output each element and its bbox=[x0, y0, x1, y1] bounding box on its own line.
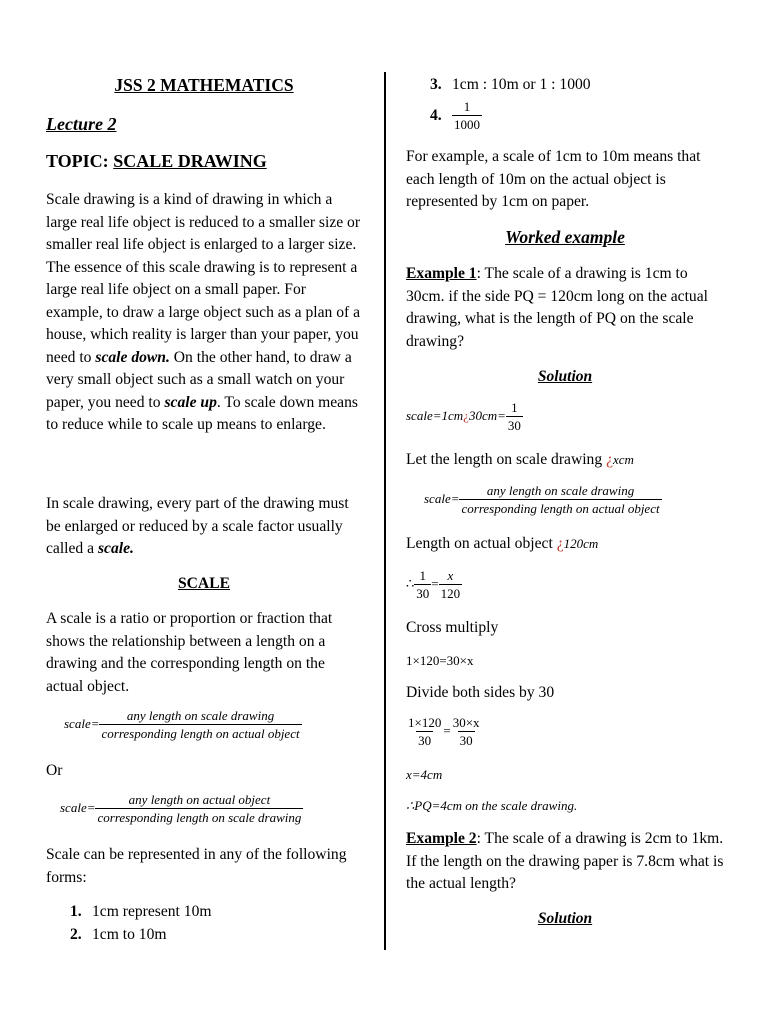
scale-formula-2 bbox=[60, 792, 362, 825]
intro-paragraph bbox=[46, 189, 362, 437]
fraction-numerator: 1 bbox=[463, 98, 471, 114]
list-item bbox=[46, 924, 362, 947]
eq-fraction bbox=[439, 568, 463, 601]
list-text: 1cm : 10m or 1 : 1000 bbox=[452, 76, 591, 93]
topic-prefix: TOPIC: bbox=[46, 151, 109, 171]
formula-lhs: scale= bbox=[64, 716, 100, 732]
inverted-question-glyph: ¿ bbox=[556, 535, 564, 552]
fraction-denominator: 30 bbox=[459, 733, 473, 748]
scale-factor-paragraph bbox=[46, 493, 362, 561]
eq-part: scale=1cm bbox=[406, 408, 464, 424]
solution-heading: Solution bbox=[537, 368, 593, 385]
formula-denominator: corresponding length on actual object bbox=[101, 726, 300, 741]
inverted-question-glyph: ¿ bbox=[463, 408, 469, 424]
intro-text-a: Scale drawing is a kind of drawing in which a large real life object is reduced to a smaller size or smaller real life object is enlarged to a larger size. The essence of this scale drawing is to represent a large real life object on a small paper. For example, to draw a large object such as a plan of a house, which reality is larger than your paper, you need to bbox=[46, 191, 361, 366]
intro-text-b: On the other hand, to draw a very small object such as a small watch on your paper, you need to bbox=[46, 348, 352, 411]
fraction-denominator: 120 bbox=[440, 586, 461, 601]
therefore-symbol: ∴ bbox=[406, 576, 415, 592]
example-2-label: Example 2 bbox=[406, 830, 477, 847]
example-paragraph: For example, a scale of 1cm to 10m means that each length of 10m on the actual object is represented by 1cm on paper. bbox=[406, 148, 701, 210]
topic-name: SCALE DRAWING bbox=[113, 151, 267, 171]
result-equation: x=4cm bbox=[406, 767, 443, 782]
actual-value: 120cm bbox=[563, 536, 599, 551]
equals-sign: = bbox=[431, 576, 439, 592]
actual-length-statement bbox=[406, 533, 724, 556]
topic-heading bbox=[46, 150, 362, 173]
conclusion-equation: ∴PQ=4cm on the scale drawing. bbox=[406, 798, 578, 813]
let-variable: xcm bbox=[612, 452, 634, 467]
let-text: Let the length on scale drawing bbox=[406, 451, 607, 468]
fraction-numerator: 1 bbox=[511, 400, 518, 415]
actual-text: Length on actual object bbox=[406, 535, 557, 552]
fraction-numerator: x bbox=[447, 568, 454, 583]
list-number: 3. bbox=[430, 76, 442, 93]
fraction-numerator: 30×x bbox=[452, 715, 480, 730]
example-1-label: Example 1 bbox=[406, 265, 477, 282]
inverted-question-glyph: ¿ bbox=[606, 451, 613, 468]
formula-numerator: any length on scale drawing bbox=[486, 483, 635, 498]
scale-heading: SCALE bbox=[178, 575, 230, 592]
list-item bbox=[46, 901, 362, 924]
scale-forms-list-continued bbox=[406, 74, 724, 132]
cross-multiply-text: Cross multiply bbox=[406, 619, 499, 636]
fraction-denominator: 30 bbox=[507, 418, 521, 433]
example-2-text: : The scale of a drawing is 2cm to 1km. If the length on the drawing paper is 7.8cm what is the actual length? bbox=[406, 830, 724, 892]
equals-sign: = bbox=[443, 723, 451, 739]
eq-part: 30cm= bbox=[468, 408, 506, 424]
example-1 bbox=[406, 263, 724, 353]
scale-down-term: scale down. bbox=[95, 348, 170, 366]
forms-intro: Scale can be represented in any of the following forms: bbox=[46, 846, 347, 886]
worked-example-heading: Worked example bbox=[505, 227, 625, 247]
formula-lhs: scale= bbox=[424, 491, 460, 507]
cross-multiply-equation: 1×120=30×x bbox=[406, 653, 474, 668]
formula-fraction bbox=[95, 792, 303, 825]
let-statement bbox=[406, 449, 724, 472]
list-number: 2. bbox=[70, 925, 82, 943]
document-title: JSS 2 MATHEMATICS bbox=[114, 75, 294, 95]
scale-forms-list bbox=[46, 901, 362, 946]
list-item bbox=[406, 74, 724, 97]
scale-factor-text: In scale drawing, every part of the drawing must be enlarged or reduced by a scale factor usually called a bbox=[46, 495, 349, 557]
formula-fraction bbox=[99, 708, 301, 741]
formula-denominator: corresponding length on actual object bbox=[461, 501, 660, 516]
scale-definition: A scale is a ratio or proportion or fraction that shows the relationship between a length on a drawing and the corresponding length on the actual object. bbox=[46, 610, 333, 695]
example-2 bbox=[406, 828, 724, 896]
formula-lhs: scale= bbox=[60, 800, 96, 816]
list-text: 1cm to 10m bbox=[92, 925, 167, 943]
list-fraction bbox=[452, 99, 482, 132]
list-text: 1cm represent 10m bbox=[92, 903, 212, 920]
fraction-denominator: 30 bbox=[418, 733, 432, 748]
divided-equation bbox=[406, 715, 724, 748]
proportion-equation bbox=[406, 568, 724, 601]
fraction-denominator: 1000 bbox=[454, 116, 480, 132]
example-1-text: : The scale of a drawing is 1cm to 30cm. if the side PQ = 120cm long on the actual drawing, what is the length of PQ on the scale drawing? bbox=[406, 265, 708, 350]
formula-numerator: any length on actual object bbox=[128, 792, 271, 807]
scale-equation bbox=[406, 400, 724, 433]
eq-fraction bbox=[506, 400, 523, 433]
formula-fraction bbox=[459, 483, 661, 516]
or-text: Or bbox=[46, 762, 63, 779]
lecture-label: Lecture 2 bbox=[46, 114, 117, 134]
fraction-numerator: 1×120 bbox=[408, 715, 442, 730]
fraction-denominator: 30 bbox=[416, 586, 430, 601]
list-item bbox=[406, 99, 724, 132]
scale-up-term: scale up bbox=[164, 393, 217, 411]
column-divider bbox=[384, 72, 386, 950]
eq-fraction bbox=[406, 715, 443, 748]
formula-denominator: corresponding length on scale drawing bbox=[97, 810, 302, 825]
divide-text: Divide both sides by 30 bbox=[406, 684, 555, 701]
intro-text-c: . To scale down means to reduce while to scale up means to enlarge. bbox=[46, 393, 358, 433]
scale-formula-3 bbox=[424, 483, 724, 516]
eq-fraction bbox=[451, 715, 482, 748]
eq-fraction bbox=[414, 568, 431, 601]
list-number: 1. bbox=[70, 903, 82, 920]
list-number: 4. bbox=[430, 106, 442, 124]
scale-term: scale. bbox=[97, 540, 134, 557]
solution-heading-2: Solution bbox=[537, 910, 593, 927]
scale-formula-1 bbox=[64, 708, 362, 741]
fraction-numerator: 1 bbox=[419, 568, 427, 583]
formula-numerator: any length on scale drawing bbox=[126, 708, 275, 723]
